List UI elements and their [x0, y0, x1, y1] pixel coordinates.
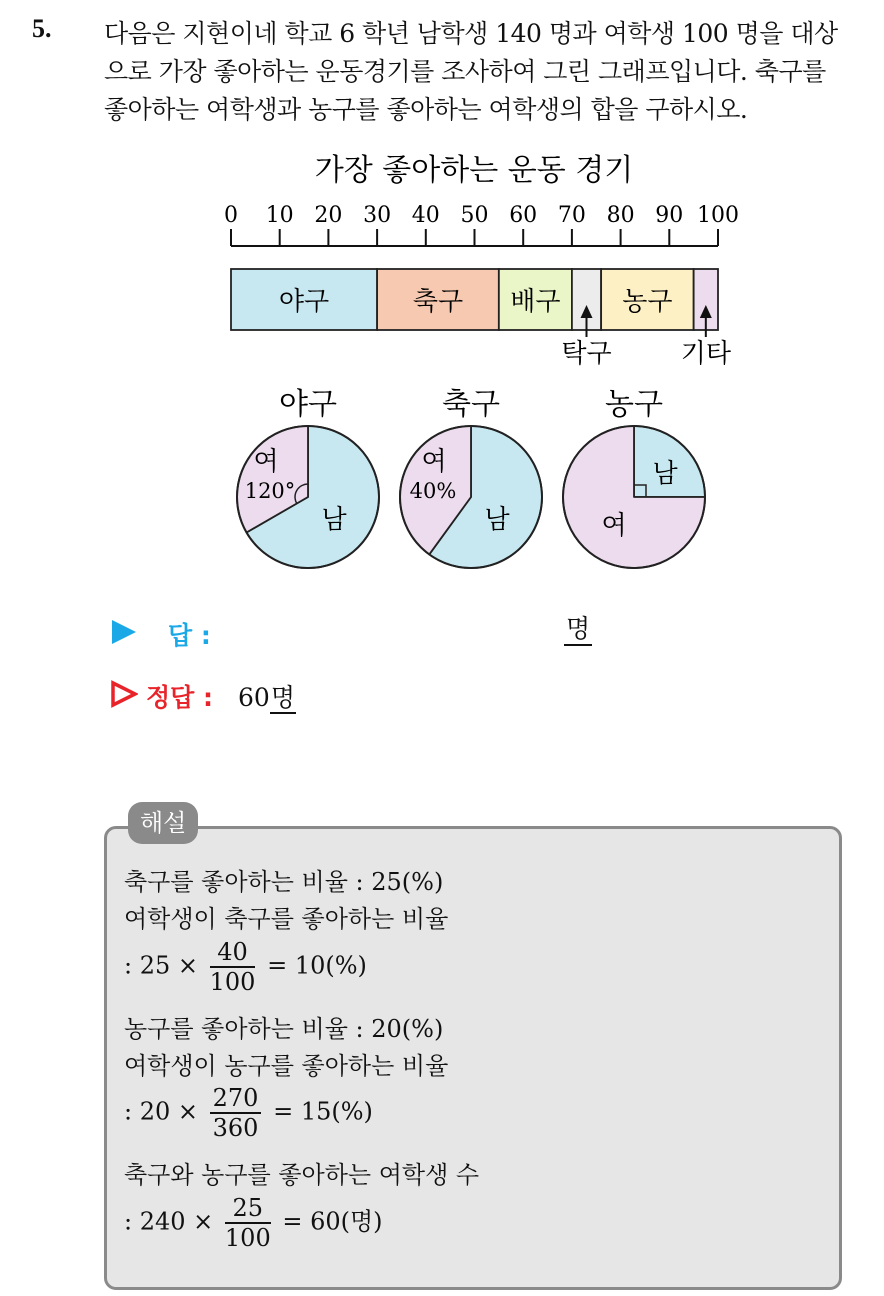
eq3-num: 25 — [225, 1194, 271, 1224]
band-segment-label: 축구 — [412, 287, 464, 317]
solution-eq-2 — [124, 1084, 373, 1142]
eq2-num: 270 — [210, 1084, 262, 1114]
eq3-fraction — [225, 1194, 271, 1252]
correct-answer-row — [110, 676, 510, 712]
solution-line-5: 축구와 농구를 좋아하는 여학생 수 — [124, 1161, 480, 1189]
correct-unit: 명 — [270, 683, 295, 712]
ruler-tick-label: 50 — [460, 203, 489, 228]
ruler-tick-label: 10 — [265, 203, 294, 228]
ruler-tick-label: 100 — [697, 203, 739, 228]
band-segment-label: 배구 — [510, 287, 561, 317]
eq2-fraction — [210, 1084, 262, 1142]
ruler-tick-label: 90 — [655, 203, 684, 228]
pie-chart — [400, 387, 542, 568]
ruler-tick-label: 20 — [314, 203, 343, 228]
ruler-tick-label: 70 — [557, 203, 586, 228]
pie-title: 농구 — [605, 387, 663, 422]
eq1-post: = 10(%) — [267, 951, 367, 980]
solution-line-3: 농구를 좋아하는 비율 : 20(%) — [124, 1015, 444, 1043]
solution-line-2: 여학생이 축구를 좋아하는 비율 — [124, 905, 449, 933]
band-segment-label: 농구 — [622, 287, 673, 317]
solution-tag: 해설 — [128, 802, 198, 844]
eq2-den: 360 — [212, 1114, 259, 1142]
figure — [0, 0, 884, 600]
band-segment-label: 야구 — [278, 287, 330, 317]
ruler-tick-label: 60 — [509, 203, 538, 228]
correct-value: 60 — [238, 683, 270, 712]
eq2-pre: : 20 × — [124, 1097, 198, 1126]
question-line-1: 다음은 지현이네 학교 6 학년 남학생 140 명과 여학생 100 명을 대상 — [104, 19, 838, 48]
pie-label-female: 여 — [253, 447, 279, 477]
solution-line-4: 여학생이 농구를 좋아하는 비율 — [124, 1052, 449, 1080]
question-line-2: 으로 가장 좋아하는 운동경기를 조사하여 그린 그래프입니다. 축구를 — [104, 57, 826, 86]
pie-chart — [563, 387, 705, 568]
ruler-tick-label: 80 — [606, 203, 635, 228]
pie-title: 야구 — [279, 387, 337, 422]
eq2-post: = 15(%) — [273, 1097, 373, 1126]
ruler-tick-label: 30 — [363, 203, 392, 228]
eq1-pre: : 25 × — [124, 951, 198, 980]
answer-row — [112, 614, 591, 650]
pie-annotation: 120° — [244, 479, 296, 503]
band-callout-label: 탁구 — [561, 339, 612, 369]
eq3-den: 100 — [224, 1224, 271, 1252]
solution-line-1: 축구를 좋아하는 비율 : 25(%) — [124, 868, 444, 896]
band-chart-title: 가장 좋아하는 운동 경기 — [314, 153, 634, 188]
ruler-tick-label: 40 — [411, 203, 440, 228]
pie-chart — [237, 387, 379, 568]
correct-value-group — [238, 678, 296, 714]
pie-label-male: 남 — [484, 505, 510, 535]
band-callout-label: 기타 — [680, 339, 731, 369]
answer-label: 답 : — [168, 621, 211, 650]
eq3-pre: : 240 × — [124, 1207, 214, 1236]
eq3-post: = 60(명) — [282, 1207, 383, 1236]
eq1-num: 40 — [210, 938, 256, 968]
pie-label-female: 여 — [601, 511, 627, 541]
triangle-pointer-icon — [112, 620, 136, 644]
pie-title: 축구 — [442, 387, 500, 422]
answer-unit: 명 — [564, 614, 592, 646]
pie-label-female: 여 — [421, 447, 447, 477]
correct-label: 정답 : — [146, 683, 214, 712]
pie-label-male: 남 — [652, 459, 678, 489]
ruler-tick-label: 0 — [224, 203, 238, 228]
eq1-den: 100 — [209, 968, 256, 996]
pie-label-male: 남 — [321, 505, 347, 535]
outline-triangle-icon — [110, 680, 138, 708]
pie-annotation: 40% — [409, 479, 457, 503]
question-line-3: 좋아하는 여학생과 농구를 좋아하는 여학생의 합을 구하시오. — [104, 95, 748, 124]
solution-eq-1 — [124, 938, 367, 996]
question-number: 5. — [32, 14, 52, 43]
solution-eq-3 — [124, 1194, 383, 1252]
eq1-fraction — [210, 938, 256, 996]
